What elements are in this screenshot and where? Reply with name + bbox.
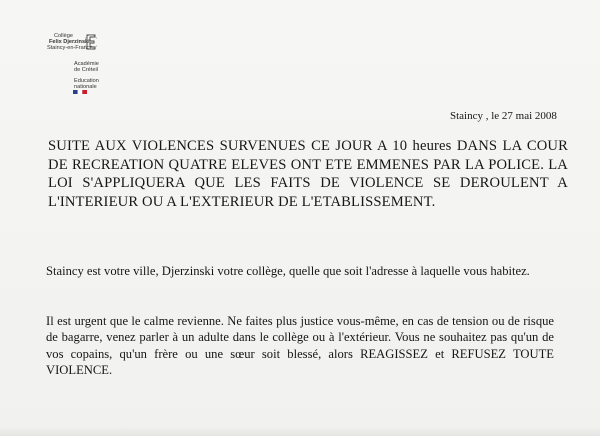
scan-shadow [0,426,600,436]
college-logo-icon [85,34,97,50]
letterhead-education-nationale: nationale [74,84,97,90]
letterhead-college: Collège [54,33,73,39]
letterhead-academy-name: de Créteil [74,67,98,73]
letterhead-academy: Académie [74,61,99,67]
paragraph-town-college: Staincy est votre ville, Djerzinski votre collège, quelle que soit l'adresse à laquelle vous habitez. [46,264,530,278]
paragraph-call-to-calm: Il est urgent que le calme revienne. Ne faites plus justice vous-même, en cas de tension ou de risque de bagarre, venez parler à un adulte dans le collège ou à l'extérieur. Vous ne souhaitez pas qu'un de vos copains, qu'un frère ou une sœur soit blessé, alors REAGISSEZ et REFUSEZ TOUTE VIOLENCE. [46,314,554,378]
announcement-headline: SUITE AUX VIOLENCES SURVENUES CE JOUR A 10 heures DANS LA COUR DE RECREATION QUATRE ELEVES ONT ETE EMMENES PAR LA POLICE. LA LOI S'APPLIQUERA QUE LES FAITS DE VIOLENCE SE DEROULENT A L'INTERIEUR OU A L'EXTERIEUR DE L'ETABLISSEMENT. [48,138,568,210]
letterhead-city: Staincy-en-France [47,45,93,51]
letterhead-education: Education [74,78,99,84]
letterhead-school-name: Felix Djerzinski [49,39,90,45]
letter-date: Staincy , le 27 mai 2008 [450,110,557,122]
french-flag-icon [73,90,87,94]
letterhead [30,28,130,98]
